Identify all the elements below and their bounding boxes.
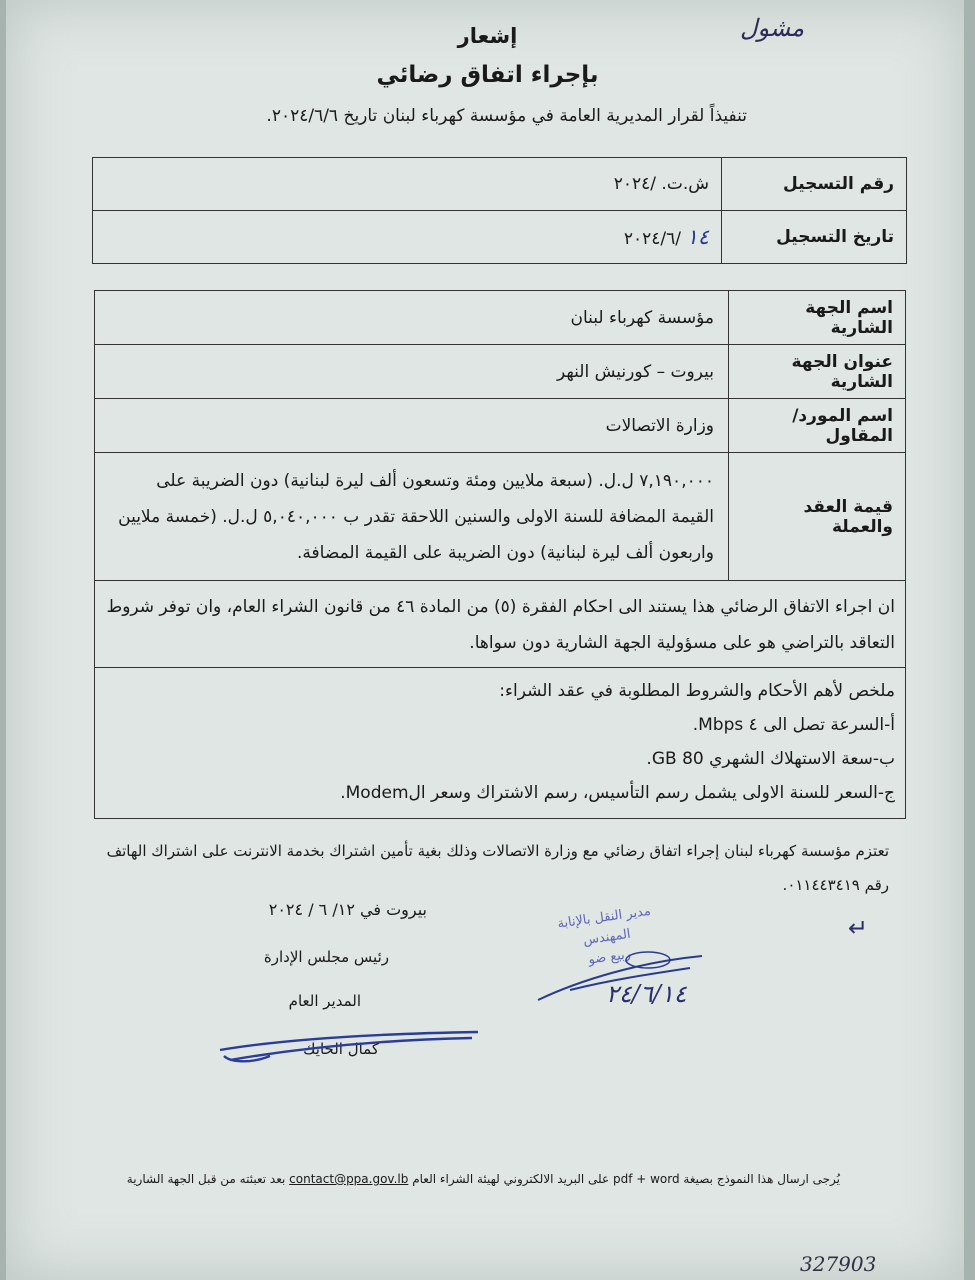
supplier-label: اسم المورد/المقاول: [728, 399, 905, 452]
document-title: إشعار: [457, 24, 518, 48]
director-signature: [210, 1010, 490, 1070]
entity-address-value: بيروت – كورنيش النهر: [556, 361, 714, 382]
entity-name-row: [95, 291, 905, 345]
legal-basis-text: ان اجراء الاتفاق الرضائي هذا يستند الى احكام الفقرة (٥) من المادة ٤٦ من قانون الشراء العام، وان توفر شروط التعاقد بالتراضي هو على مسؤولية الجهة الشارية دون سواها.: [95, 581, 905, 668]
chair-title: رئيس مجلس الإدارة: [263, 948, 389, 966]
contract-value-row: [95, 453, 905, 581]
registration-date-value: /٢٠٢٤/٦: [623, 229, 682, 249]
contract-value-text: ٧,١٩٠,٠٠٠ ل.ل. (سبعة ملايين ومئة وتسعون ألف ليرة لبنانية) دون الضريبة على القيمة المضافة للسنة الاولى والسنين اللاحقة تقدر ب ٥,٠٤٠,٠٠٠ ل.ل. (خمسة ملايين واربعون ألف ليرة لبنانية) دون الضريبة على القيمة المضافة.: [118, 470, 714, 563]
registration-date-cell: [93, 211, 722, 264]
summary-item: ب-سعة الاستهلاك الشهري 80 GB.: [646, 749, 895, 769]
footer-text-before: يُرجى ارسال هذا النموذج بصيغة pdf + word على البريد الالكتروني لهيئة الشراء العام: [412, 1172, 840, 1186]
contract-details-table: [94, 290, 906, 819]
entity-address-label: عنوان الجهة الشارية: [728, 345, 905, 398]
stamp-line: المهندس: [582, 926, 632, 949]
document-subtitle: بإجراء اتفاق رضائي: [376, 62, 599, 88]
entity-name-value: مؤسسة كهرباء لبنان: [570, 307, 714, 328]
commitment-text: تعتزم مؤسسة كهرباء لبنان إجراء اتفاق رضائي مع وزارة الاتصالات وذلك بغية تأمين اشتراك بخدمة الانترنت على اشتراك الهاتف رقم ٠١١٤٤٣٤١٩.: [106, 842, 889, 894]
supplier-row: [95, 399, 905, 453]
handwritten-mark: ↵: [848, 914, 869, 942]
registration-date-label: تاريخ التسجيل: [722, 211, 907, 264]
registration-date-row: [93, 211, 907, 264]
entity-name-label: اسم الجهة الشارية: [728, 291, 905, 344]
stamp-date: ٢٤/٦/١٤: [606, 980, 687, 1008]
handwritten-note: مشول: [740, 14, 805, 42]
footer-text-after: بعد تعبئته من قبل الجهة الشارية: [126, 1172, 286, 1186]
reference-number: 327903: [800, 1252, 877, 1276]
contract-value-label: قيمة العقد والعملة: [728, 453, 905, 580]
supplier-value: وزارة الاتصالات: [605, 415, 714, 436]
entity-address-row: [95, 345, 905, 399]
director-general-name: كمال الحايك: [303, 1040, 379, 1058]
intro-line: تنفيذاً لقرار المديرية العامة في مؤسسة كهرباء لبنان تاريخ ٢٠٢٤/٦/٦.: [266, 106, 747, 126]
stamp-line: مدير النقل بالإنابة: [556, 903, 652, 932]
director-general-title: المدير العام: [288, 992, 361, 1010]
stamp-line: ربيع ضو: [587, 946, 632, 968]
summary-section: [95, 668, 905, 818]
registration-date-day: ١٤: [686, 225, 709, 249]
registration-number-label: رقم التسجيل: [722, 158, 907, 211]
summary-item: أ-السرعة تصل الى ٤ Mbps.: [692, 715, 895, 735]
registration-table: [92, 157, 907, 264]
summary-item: ج-السعر للسنة الاولى يشمل رسم التأسيس، رسم الاشتراك وسعر الModem.: [340, 783, 895, 803]
footer-email-link[interactable]: contact@ppa.gov.lb: [289, 1172, 409, 1186]
footer-note: [127, 1172, 840, 1186]
registration-number-value: ش.ت. /٢٠٢٤: [93, 158, 722, 211]
registration-number-row: [93, 158, 907, 211]
summary-heading: ملخص لأهم الأحكام والشروط المطلوبة في عقد الشراء:: [499, 681, 895, 701]
place-date: بيروت في ١٢/ ٦ / ٢٠٢٤: [268, 900, 427, 919]
